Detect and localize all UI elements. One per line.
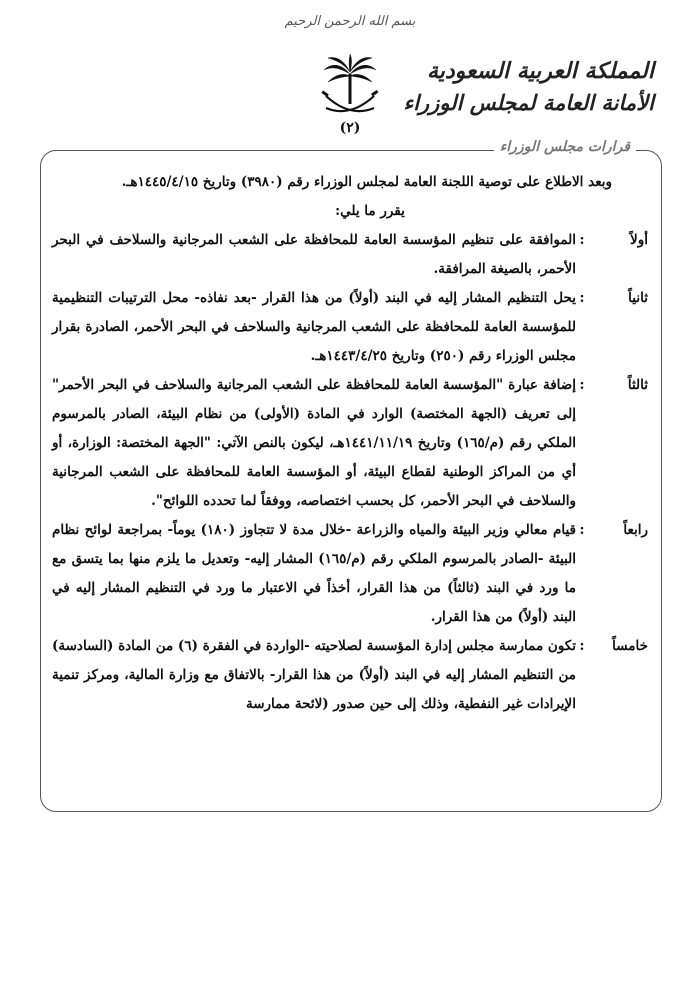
clause-4 xyxy=(52,516,648,632)
clause-text: إضافة عبارة "المؤسسة العامة للمحافظة على الشعب المرجانية والسلاحف في البحر الأحمر" إلى تعريف (الجهة المختصة) الوارد في المادة (الأولى) من نظام البيئة، الصادر بالمرسوم الملكي رقم (م/١٦٥) وتاريخ ١٤٤١/١١/١٩هـ، ليكون بالنص الآتي: "الجهة المختصة: الوزارة، أو أي من المراكز الوطنية لقطاع البيئة، أو المؤسسة العامة للمحافظة على الشعب المرجانية والسلاحف في البحر الأحمر، كل بحسب اختصاصه، ووفقاً لما تحدده اللوائح". xyxy=(52,377,576,509)
clause-1 xyxy=(52,226,648,284)
clause-text: يحل التنظيم المشار إليه في البند (أولاً) من هذا القرار -بعد نفاذه- محل الترتيبات التنظيمية للمؤسسة العامة للمحافظة على الشعب المرجانية والسلاحف في البحر الأحمر، الصادرة بقرار مجلس الوزراء رقم (٢٥٠) وتاريخ ١٤٤٣/٤/٢٥هـ. xyxy=(52,290,576,364)
page-number: (٢) xyxy=(339,120,361,136)
clause-colon: : xyxy=(579,377,585,393)
clause-number: رابعاً xyxy=(623,522,648,538)
intro-paragraph: وبعد الاطلاع على توصية اللجنة العامة لمجلس الوزراء رقم (٣٩٨٠) وتاريخ ١٤٤٥/٤/١٥هـ. xyxy=(121,174,612,190)
clause-2 xyxy=(52,284,648,371)
clause-number: ثالثاً xyxy=(627,377,648,393)
clause-text: قيام معالي وزير البيئة والمياه والزراعة -خلال مدة لا تتجاوز (١٨٠) يوماً- بمراجعة لوائح نظام البيئة -الصادر بالمرسوم الملكي رقم (م/١٦٥) المشار إليه- وتعديل ما يلزم منها بما يتسق مع ما ورد في البند (ثالثاً) من هذا القرار، أخذاً في الاعتبار ما ورد في التنظيم المشار إليه في البند (أولاً) من هذا القرار. xyxy=(52,522,576,625)
clause-5 xyxy=(52,632,648,719)
clause-colon: : xyxy=(579,522,585,538)
decides-heading: يقرر ما يلي: xyxy=(335,203,405,219)
decision-body xyxy=(52,168,648,719)
clause-text: تكون ممارسة مجلس إدارة المؤسسة لصلاحيته -الواردة في الفقرة (٦) من المادة (السادسة) من التنظيم المشار إليه في البند (أولاً) من هذا القرار- بالاتفاق مع وزارة المالية، ومركز تنمية الإيرادات غير النفطية، وذلك إلى حين صدور (لائحة ممارسة xyxy=(52,638,577,712)
saudi-emblem-palm-and-swords-icon xyxy=(318,52,382,124)
frame-title-decisions: قرارات مجلس الوزراء xyxy=(494,139,636,155)
clause-number: أولاً xyxy=(630,232,648,248)
clause-number: ثانياً xyxy=(628,290,648,306)
org-name-secretariat: الأمانة العامة لمجلس الوزراء xyxy=(403,90,654,115)
clause-colon: : xyxy=(579,638,585,654)
clause-number: خامساً xyxy=(612,638,648,654)
clause-colon: : xyxy=(579,290,585,306)
basmala: بسم الله الرحمن الرحيم xyxy=(284,14,416,29)
org-name-kingdom: المملكة العربية السعودية xyxy=(426,58,654,84)
clause-text: الموافقة على تنظيم المؤسسة العامة للمحافظة على الشعب المرجانية والسلاحف في البحر الأحمر، بالصيغة المرافقة. xyxy=(52,232,576,277)
clause-3 xyxy=(52,371,648,516)
clause-colon: : xyxy=(579,232,585,248)
